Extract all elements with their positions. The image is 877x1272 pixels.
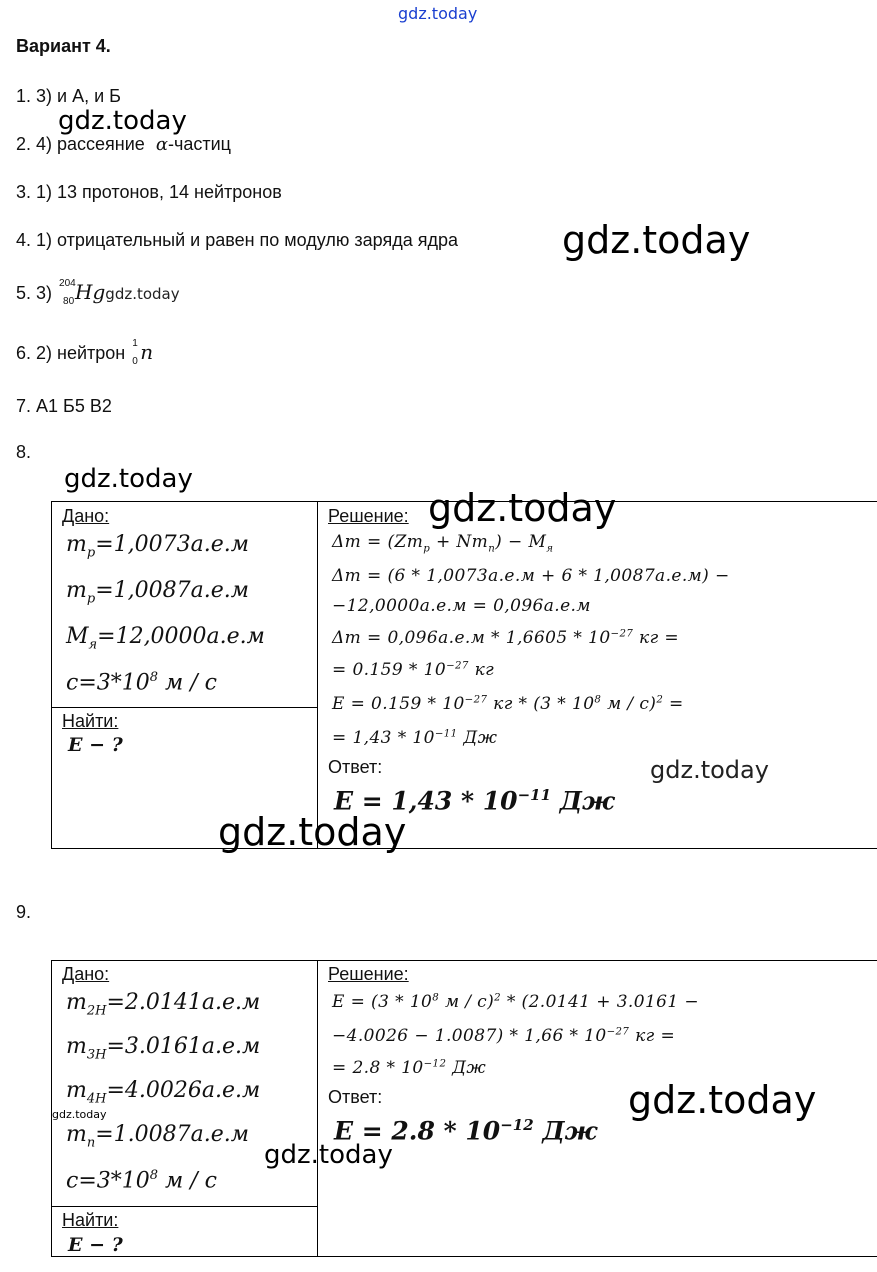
page-title: Вариант 4. [16, 36, 111, 56]
given-row [66, 578, 249, 606]
given-value: =2.0141а.е.м [106, 990, 261, 1015]
answer-7: 7. А1 Б5 В2 [16, 396, 112, 416]
given-sub: 2H [86, 1003, 107, 1019]
solution-line: $\Delta m = (Zm_p + Nm_n) - M_я$ [332, 532, 554, 555]
final-answer: $E = 2.8 * 10^{-12}$ Дж [334, 1116, 598, 1146]
answer-4: 4. 1) отрицательный и равен по модулю заряда ядра [16, 230, 458, 250]
given-row [66, 1122, 249, 1150]
mass-number: 204 [59, 278, 76, 290]
watermark: gdz.today [64, 464, 193, 494]
given-value: =1,0073а.е.м [95, 532, 249, 557]
given-sup: 8 [149, 670, 159, 685]
given-value: =12,0000а.е.м [97, 624, 265, 649]
given-var: m [66, 1122, 87, 1147]
find-value: E − ? [68, 1234, 123, 1256]
given-row [66, 1034, 260, 1062]
watermark: gdz.today [218, 810, 407, 854]
watermark: gdz.today [52, 1108, 107, 1121]
given-sub: 3H [86, 1047, 107, 1063]
answer-3: 3. 1) 13 протонов, 14 нейтронов [16, 182, 282, 202]
given-row [66, 670, 217, 695]
solution-line: $-4.0026 - 1.0087) * 1,66 * 10^{-27}$ кг = [332, 1026, 676, 1046]
answer-label: Ответ: [328, 757, 383, 777]
watermark: gdz.today [650, 756, 769, 784]
given-var: m [66, 532, 87, 557]
given-sup: 8 [149, 1168, 159, 1183]
given-var: m [66, 1078, 87, 1103]
find-label: Найти: [62, 1210, 119, 1230]
given-sub: я [88, 637, 98, 653]
watermark-top: gdz.today [398, 4, 478, 23]
solution-label: Решение: [328, 964, 409, 984]
answer-1: 1. 3) и А, и Б [16, 86, 121, 106]
given-sub: 4H [86, 1091, 107, 1107]
atomic-number: 80 [63, 296, 75, 308]
final-answer: $E = 1,43 * 10^{-11}$ Дж [334, 786, 615, 816]
given-var: m [66, 578, 87, 603]
nuclide-symbol: Hg [75, 280, 106, 304]
mass-number: 1 [132, 338, 138, 350]
watermark: gdz.today [264, 1140, 393, 1170]
given-label: Дано: [62, 964, 110, 984]
atomic-number: 0 [132, 356, 138, 368]
given-sub: p [86, 591, 96, 607]
given-tail: м / с [158, 1168, 217, 1194]
answer-6-text: 6. 2) нейтрон [16, 343, 126, 363]
solution-line: = $0.159 * 10^{-27}$ кг [332, 660, 495, 680]
solution-line: = $2.8 * 10^{-12}$ Дж [332, 1058, 487, 1078]
given-row [66, 990, 260, 1018]
watermark: gdz.today [428, 486, 617, 530]
solution-label: Решение: [328, 506, 409, 526]
given-tail: м / с [158, 670, 217, 696]
task-8-number: 8. [16, 442, 32, 462]
given-sub: p [86, 545, 96, 561]
alpha-symbol: α [155, 134, 168, 155]
nuclide-indices [57, 278, 76, 308]
solution-line: $\Delta m = 0,096а.е.м * 1,6605 * 10^{-27}$ кг = [332, 628, 680, 648]
answer-5-text: 5. 3) [16, 283, 53, 303]
given-var: m [66, 990, 87, 1015]
given-sub: n [86, 1135, 96, 1151]
given-value: =1.0087а.е.м [95, 1122, 250, 1147]
answer-2-tail: -частиц [167, 134, 231, 154]
given-row [66, 1168, 217, 1193]
solution-line: = $1,43 * 10^{-11}$ Дж [332, 728, 498, 748]
given-var: M [66, 624, 89, 649]
answer-label: Ответ: [328, 1087, 383, 1107]
watermark: gdz.today [628, 1078, 817, 1122]
task-9-number: 9. [16, 902, 32, 922]
watermark: gdz.today [105, 285, 180, 303]
find-value: E − ? [68, 734, 123, 756]
neutron-symbol: n [140, 340, 154, 364]
watermark: gdz.today [58, 106, 187, 136]
given-value: =3*10 [78, 1168, 150, 1194]
answer-2-text: 2. 4) рассеяние [16, 134, 145, 154]
given-value: =4.0026а.е.м [106, 1078, 261, 1103]
solution-line: $E = (3 * 10^8$ м / с)$^2$ * (2.0141 + 3.0161 − [332, 992, 700, 1012]
given-value: =1,0087а.е.м [95, 578, 249, 603]
solution-line: −12,0000а.е.м = 0,096а.е.м [332, 596, 591, 616]
answer-6 [16, 338, 154, 368]
find-label: Найти: [62, 711, 119, 731]
given-var: c [66, 1168, 79, 1194]
given-row [66, 624, 265, 652]
given-row [66, 1078, 260, 1106]
given-value: =3.0161а.е.м [106, 1034, 261, 1059]
given-var: m [66, 1034, 87, 1059]
given-label: Дано: [62, 506, 110, 526]
nuclide-indices [130, 338, 140, 368]
given-value: =3*10 [78, 670, 150, 696]
solution-line: $E = 0.159 * 10^{-27}$ кг * ($3 * 10^8$ м / с)$^2$ = [332, 694, 684, 714]
given-row [66, 532, 249, 560]
solution-line: Δm = (6 * 1,0073а.е.м + 6 * 1,0087а.е.м) − [332, 566, 730, 586]
given-var: c [66, 670, 79, 696]
answer-2 [16, 134, 231, 155]
watermark: gdz.today [562, 218, 751, 262]
answer-5 [16, 278, 180, 308]
